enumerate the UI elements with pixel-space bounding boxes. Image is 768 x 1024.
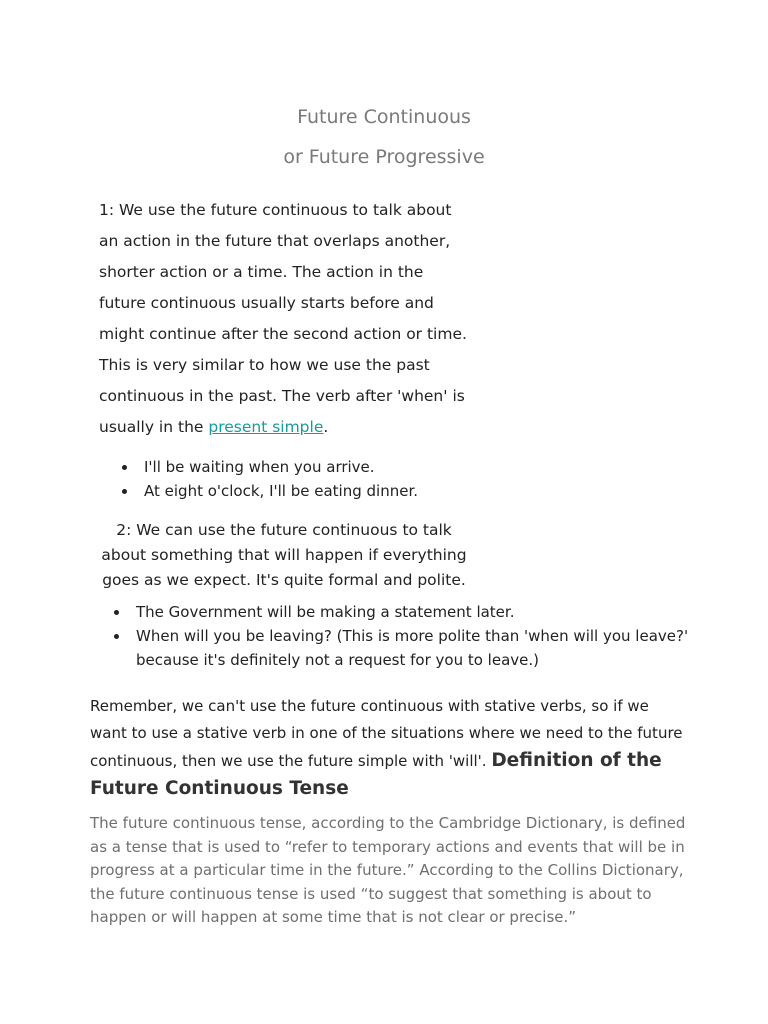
section-1-example-list	[108, 455, 418, 503]
page-title-line-1: Future Continuous	[297, 106, 471, 128]
remember-paragraph	[90, 693, 690, 803]
list-item: The Government will be making a statement later.	[136, 600, 726, 624]
list-item: I'll be waiting when you arrive.	[144, 455, 418, 479]
list-item: At eight o'clock, I'll be eating dinner.	[144, 479, 418, 503]
page-title-line-2: or Future Progressive	[283, 146, 485, 168]
section-1-period: .	[323, 418, 329, 436]
section-2-container	[100, 518, 480, 589]
section-1-text: 1: We use the future continuous to talk about an action in the future that overlaps another, shorter action or a time. The action in the future continuous usually starts before and might continue after the second action or time. This is very similar to how we use the past continuous in the past. The verb after 'when' is usually in the	[99, 201, 467, 436]
section-2-paragraph: 2: We can use the future continuous to talk about something that will happen if everything goes as we expect. It's quite formal and polite.	[101, 521, 467, 589]
list-item: When will you be leaving? (This is more polite than 'when will you leave?' because it's definitely not a request for you to leave.)	[136, 624, 726, 672]
section-2-example-list	[100, 600, 726, 672]
present-simple-link[interactable]: present simple	[208, 418, 324, 436]
definition-paragraph: The future continuous tense, according to the Cambridge Dictionary, is defined as a tense that is used to “refer to temporary actions and events that will be in progress at a particular time in the future.” According to the Collins Dictionary, the future continuous tense is used “to suggest that something is about to happen or will happen at some time that is not clear or precise.”	[90, 814, 686, 926]
section-1-paragraph	[99, 195, 469, 443]
remember-text: Remember, we can't use the future continuous with stative verbs, so if we want to use a stative verb in one of the situations where we need to the future continuous, then we use the future simple with 'will'.	[90, 697, 683, 770]
definition-heading: Definition of the Future Continuous Tense	[90, 750, 662, 799]
